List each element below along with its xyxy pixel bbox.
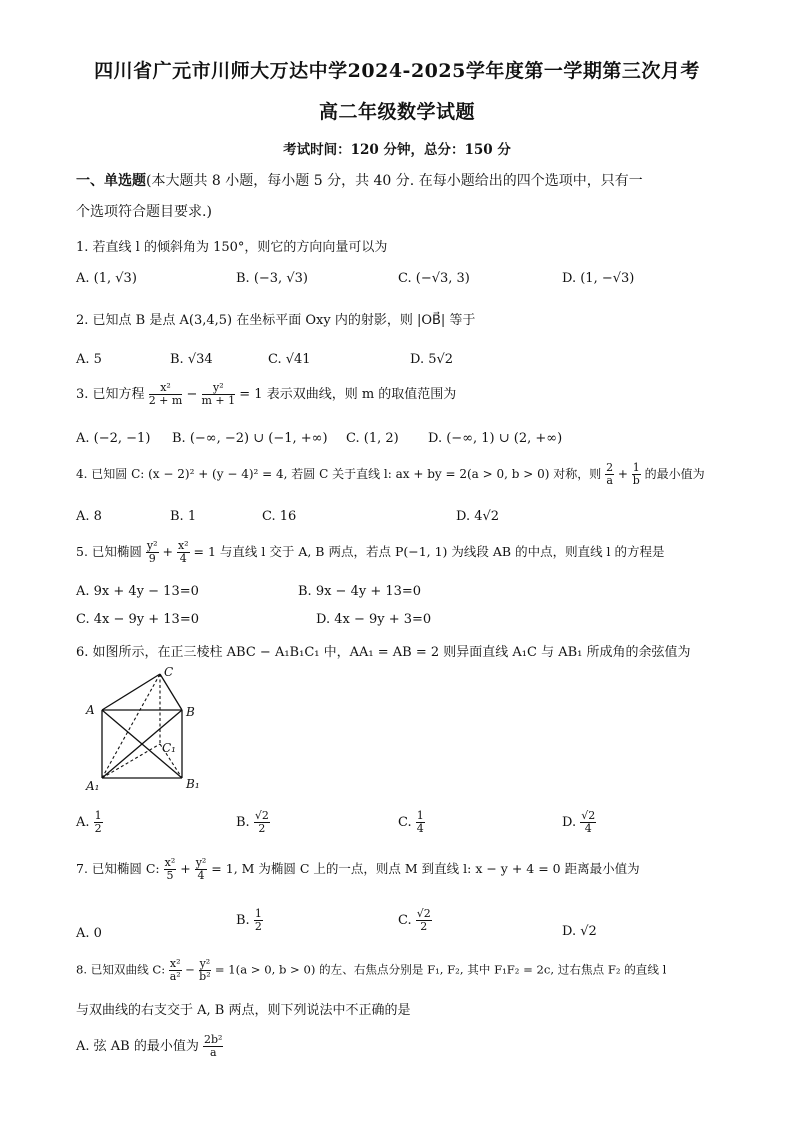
q8-frac1 <box>169 958 182 983</box>
q6-option-d-den: 4 <box>584 822 592 835</box>
q8-stem-post: = 1(a > 0, b > 0) 的左、右焦点分别是 F₁, F₂, 其中 F₁F₂ = 2c, 过右焦点 F₂ 的直线 l <box>214 962 667 977</box>
q1-option-b: B. (−3, √3) <box>236 271 308 286</box>
q1-option-c: C. (−√3, 3) <box>398 271 470 286</box>
q3-frac1-den: 2 + m <box>148 394 183 407</box>
q6-option-c-num: 1 <box>416 809 424 822</box>
fig-label-b: B <box>186 705 195 719</box>
exam-title-line2: 高二年级数学试题 <box>318 101 475 123</box>
q7-option-c <box>398 908 432 933</box>
q8-frac2-den: b² <box>199 970 211 983</box>
exam-info: 考试时间：120 分钟，总分：150 分 <box>283 142 511 158</box>
q7-frac1 <box>164 857 177 882</box>
q5-option-c: C. 4x − 9y + 13=0 <box>76 612 199 627</box>
q5-frac2-num: x² <box>177 539 189 552</box>
fig-label-c1: C₁ <box>162 741 176 755</box>
q5-frac2 <box>177 540 190 565</box>
q7-option-b-frac <box>254 908 263 933</box>
q2-option-a: A. 5 <box>76 352 102 367</box>
q3-option-b: B. (−∞, −2) ∪ (−1, +∞) <box>172 431 328 446</box>
q6-option-d-frac <box>580 810 596 835</box>
q4-option-a: A. 8 <box>76 509 102 524</box>
exam-title-line1: 四川省广元市川师大万达中学2024-2025学年度第一学期第三次月考 <box>94 60 700 82</box>
q4-option-b: B. 1 <box>170 509 197 524</box>
q5-option-d: D. 4x − 9y + 3=0 <box>316 612 432 627</box>
q5-frac1 <box>146 540 159 565</box>
q7-frac2-den: 4 <box>197 869 205 882</box>
q7-frac2 <box>195 857 208 882</box>
q3-option-a: A. (−2, −1) <box>76 431 151 446</box>
q6-option-b <box>236 810 270 835</box>
q4-stem-pre: 4. 已知圆 C: (x − 2)² + (y − 4)² = 4, 若圆 C 关于直线 l: ax + by = 2(a > 0, b > 0) 对称，则 <box>76 467 602 481</box>
fig-label-a1: A₁ <box>86 779 100 793</box>
q6-option-c-frac <box>416 810 425 835</box>
q7-option-b-num: 1 <box>254 907 262 920</box>
q8-frac2 <box>199 958 212 983</box>
q4-option-d: D. 4√2 <box>456 509 500 524</box>
q6-option-b-letter: B. <box>236 815 250 830</box>
q6-option-d <box>562 810 596 835</box>
q7-frac2-num: y² <box>195 856 207 869</box>
q4-frac2-num: 1 <box>632 461 640 474</box>
q3-frac2 <box>202 382 236 407</box>
q3-frac2-num: y² <box>202 382 236 395</box>
section1-heading: 一、单选题 <box>76 173 146 189</box>
q7-frac1-den: 5 <box>166 869 174 882</box>
q5-stem-pre: 5. 已知椭圆 <box>76 544 142 559</box>
q6-option-a-letter: A. <box>76 815 90 830</box>
q4-stem: 4. 已知圆 C: (x − 2)² + (y − 4)² = 4, 若圆 C 关于直线 l: ax + by = 2(a > 0, b > 0) 对称，则 $\frac{2}{a}$ + $\frac{1}{b}$ 的最小值为 <box>76 461 705 487</box>
fig-label-b1: B₁ <box>186 777 200 791</box>
q6-option-a <box>76 810 103 835</box>
q6-option-b-frac <box>254 810 270 835</box>
q7-stem: 7. 已知椭圆 C: $\frac{\text{x²}}{5}$ + $\frac{\text{y²}}{4}$ = 1, M 为椭圆 C 上的一点，则点 M 到直线 l: x − y + 4 = 0 距离最小值为 <box>76 856 640 882</box>
q4-frac1-den: a <box>606 474 613 487</box>
fig-label-a: A <box>86 703 95 717</box>
q6-prism-figure <box>80 664 210 794</box>
q6-option-a-den: 2 <box>94 822 102 835</box>
q7-frac1-num: x² <box>164 856 176 869</box>
q8-stem-line2: 与双曲线的右支交于 A, B 两点，则下列说法中不正确的是 <box>76 1003 411 1018</box>
q8-frac1-num: x² <box>169 957 181 970</box>
q7-option-b-den: 2 <box>254 920 262 933</box>
q6-option-c-den: 4 <box>416 822 424 835</box>
section1-intro <box>76 170 643 190</box>
q5-frac1-den: 9 <box>148 552 156 565</box>
q8-frac2-num: y² <box>199 957 211 970</box>
q7-option-b <box>236 908 263 933</box>
q1-option-a: A. (1, √3) <box>76 271 137 286</box>
q6-option-c <box>398 810 425 835</box>
q3-option-d: D. (−∞, 1) ∪ (2, +∞) <box>428 431 563 446</box>
q8-option-a-frac <box>203 1034 223 1059</box>
q8-frac1-den: a² <box>169 970 181 983</box>
q6-option-a-frac <box>94 810 103 835</box>
q5-stem-post: = 1 与直线 l 交于 A, B 两点，若点 P(−1, 1) 为线段 AB 的中点，则直线 l 的方程是 <box>193 544 665 559</box>
q6-option-c-letter: C. <box>398 815 412 830</box>
q2-option-b: B. √34 <box>170 352 213 367</box>
q6-option-a-num: 1 <box>94 809 102 822</box>
q6-option-d-num: √2 <box>581 809 596 822</box>
section1-intro-b: 个选项符合题目要求.) <box>76 204 212 220</box>
q7-stem-pre: 7. 已知椭圆 C: <box>76 861 160 876</box>
q8-option-a <box>76 1034 223 1059</box>
q5-stem: 5. 已知椭圆 $\frac{\text{y²}}{9}$ + $\frac{\text{x²}}{4}$ = 1 与直线 l 交于 A, B 两点，若点 P(−1, 1) 为线段 AB 的中点，则直线 l 的方程是 <box>76 539 665 565</box>
q8-option-a-den: a <box>209 1046 217 1059</box>
q5-frac2-den: 4 <box>179 552 187 565</box>
q7-option-c-num: √2 <box>416 907 431 920</box>
q2-option-d: D. 5√2 <box>410 352 454 367</box>
q5-frac1-num: y² <box>146 539 158 552</box>
q3-stem: 3. 已知方程 $\frac{\text{x²}}{2 + m}$ − $\frac{\text{y²}}{m + 1}$ = 1 表示双曲线，则 m 的取值范围为 <box>76 381 457 407</box>
q7-option-b-letter: B. <box>236 913 250 928</box>
q6-stem: 6. 如图所示，在正三棱柱 ABC − A₁B₁C₁ 中，AA₁ = AB = 2 则异面直线 A₁C 与 AB₁ 所成角的余弦值为 <box>76 645 691 660</box>
q4-stem-post: 的最小值为 <box>644 467 705 481</box>
q4-frac1 <box>605 462 614 487</box>
q3-frac1 <box>149 382 183 407</box>
q7-option-c-frac <box>416 908 432 933</box>
q6-option-d-letter: D. <box>562 815 577 830</box>
q4-frac2 <box>632 462 641 487</box>
q7-stem-post: = 1, M 为椭圆 C 上的一点，则点 M 到直线 l: x − y + 4 = 0 距离最小值为 <box>211 861 640 876</box>
q6-option-b-num: √2 <box>254 809 269 822</box>
q3-stem-pre: 3. 已知方程 <box>76 387 145 402</box>
q2-option-c: C. √41 <box>268 352 311 367</box>
q8-option-a-text: A. 弦 AB 的最小值为 <box>76 1039 199 1054</box>
q7-option-c-letter: C. <box>398 913 412 928</box>
q8-stem: 8. 已知双曲线 C: $\frac{\text{x²}}{\text{a²}}$ − $\frac{\text{y²}}{\text{b²}}$ = 1(a > 0, b > 0) 的左、右焦点分别是 F₁, F₂, 其中 F₁F₂ = 2c, 过右焦点 F₂ 的直线 l <box>76 957 667 983</box>
q7-option-c-den: 2 <box>420 920 428 933</box>
q7-option-a: A. 0 <box>76 926 102 941</box>
q5-option-b: B. 9x − 4y + 13=0 <box>298 584 422 599</box>
q3-frac1-num: x² <box>149 382 183 395</box>
q4-option-c: C. 16 <box>262 509 297 524</box>
q7-option-d: D. √2 <box>562 924 597 939</box>
q4-frac1-num: 2 <box>606 461 614 474</box>
q6-option-b-den: 2 <box>258 822 266 835</box>
fig-label-c: C <box>164 665 174 679</box>
q2-stem: 2. 已知点 B 是点 A(3,4,5) 在坐标平面 Oxy 内的射影，则 |OB⃗| 等于 <box>76 313 476 328</box>
q4-frac2-den: b <box>632 474 640 487</box>
q5-option-a: A. 9x + 4y − 13=0 <box>76 584 199 599</box>
section1-intro-a: (本大题共 8 小题，每小题 5 分，共 40 分. 在每小题给出的四个选项中，只有一 <box>146 173 643 189</box>
q1-option-d: D. (1, −√3) <box>562 271 635 286</box>
q1-stem: 1. 若直线 l 的倾斜角为 150°，则它的方向向量可以为 <box>76 240 388 255</box>
q8-stem-pre: 8. 已知双曲线 C: <box>76 962 166 977</box>
q3-frac2-den: m + 1 <box>201 394 236 407</box>
q3-stem-post: = 1 表示双曲线，则 m 的取值范围为 <box>239 387 457 402</box>
q3-option-c: C. (1, 2) <box>346 431 399 446</box>
q8-option-a-num: 2b² <box>204 1033 223 1046</box>
